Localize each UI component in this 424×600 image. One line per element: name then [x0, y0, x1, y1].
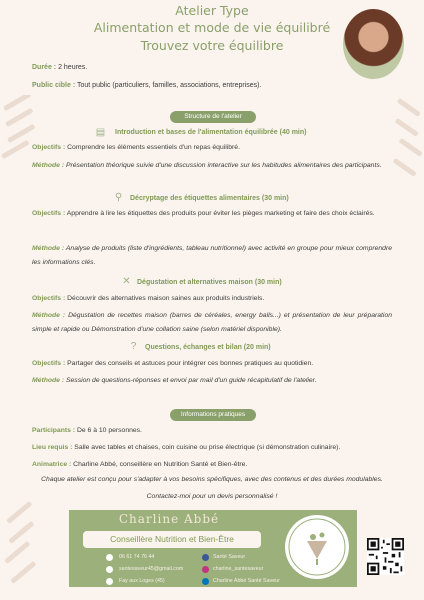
magnifier-icon: ⚲ — [114, 192, 123, 203]
animatrice-text: Charline Abbé, conseillère en Nutrition Santé et Bien-être. — [71, 461, 248, 468]
methode-text: Session de questions-réponses et envoi par mail d'un guide récapitulatif de l'atelier. — [64, 377, 317, 384]
lieu-label: Lieu requis : — [32, 444, 73, 451]
duree-line — [32, 63, 87, 72]
section-title: Dégustation et alternatives maison (30 min) — [137, 279, 282, 286]
card-subtitle: Conseillère Nutrition et Bien-Être — [83, 531, 261, 548]
section-methode — [32, 159, 392, 173]
business-card — [69, 510, 357, 587]
objectifs-label: Objectifs : — [32, 360, 66, 367]
infos-pill: Informations pratiques — [170, 409, 256, 421]
page-title: Atelier Type — [175, 3, 249, 18]
section-objectifs — [32, 357, 392, 371]
methode-label: Méthode : — [32, 377, 65, 384]
objectifs-label: Objectifs : — [32, 210, 66, 217]
lieu-line — [32, 441, 392, 455]
section-methode — [32, 309, 392, 337]
page-tagline: Trouvez votre équilibre — [140, 38, 284, 53]
profile-photo — [343, 9, 404, 79]
contact-note: Contactez-moi pour un devis personnalisé ! — [146, 493, 278, 500]
methode-text: Analyse de produits (liste d'ingrédients, tableau nutritionnel) avec activité en groupe pour mieux comprendre les informations clés. — [32, 245, 392, 266]
cutlery-icon: ✕ — [122, 276, 131, 287]
methode-label: Méthode : — [32, 245, 65, 252]
section-methode — [32, 374, 392, 388]
objectifs-text: Découvrir des alternatives maison saines aux produits industriels. — [65, 295, 265, 302]
card-email[interactable]: santesaveur45@gmail.com — [119, 566, 184, 572]
section-objectifs — [32, 141, 392, 155]
decor-strokes-bottom-left — [0, 500, 45, 600]
public-label: Public cible : — [32, 82, 76, 89]
animatrice-line — [32, 458, 392, 472]
adaptable-note: Chaque atelier est conçu pour s'adapter à vos besoins spécifiques, avec des contenus et des durées modulables. — [41, 476, 383, 483]
card-phone[interactable]: 06 61 74 76 44 — [119, 554, 155, 560]
logo-graphic — [285, 515, 349, 579]
objectifs-text: Comprendre les éléments essentiels d'un repas équilibré. — [65, 144, 240, 151]
public-value: Tout public (particuliers, familles, associations, entreprises). — [75, 82, 262, 89]
methode-text: Dégustation de recettes maison (barres de céréales, energy balls...) et présentation de leur préparation simple et rapide ou Démonstration d'une collation saine (selon matériel disponible). — [32, 312, 393, 333]
email-icon — [106, 566, 113, 573]
section-title: Décryptage des étiquettes alimentaires (30 min) — [130, 195, 289, 202]
methode-label: Méthode : — [32, 312, 66, 319]
duree-label: Durée : — [32, 64, 57, 71]
question-icon: ? — [130, 341, 137, 352]
linkedin-icon — [202, 578, 209, 585]
location-icon — [106, 578, 113, 585]
card-name: Charline Abbé — [118, 512, 220, 526]
book-icon: ▤ — [95, 127, 106, 138]
facebook-icon — [202, 554, 209, 561]
objectifs-text: Partager des conseils et astuces pour intégrer ces bonnes pratiques au quotidien. — [65, 360, 314, 367]
card-facebook[interactable]: Santé Saveur — [213, 554, 246, 560]
section-title: Introduction et bases de l'alimentation équilibrée (40 min) — [115, 129, 307, 136]
participants-text: De 6 à 10 personnes. — [75, 427, 142, 434]
objectifs-label: Objectifs : — [32, 295, 66, 302]
sante-saveur-logo — [285, 515, 349, 579]
phone-icon — [106, 554, 113, 561]
card-linkedin[interactable]: Charline Abbé Santé Saveur — [213, 578, 280, 584]
animatrice-label: Animatrice : — [32, 461, 72, 468]
card-address: Fay aux Loges (45) — [119, 578, 165, 584]
page-subtitle: Alimentation et mode de vie équilibré — [93, 20, 331, 35]
section-methode — [32, 242, 392, 270]
decor-strokes-right — [392, 95, 424, 205]
section-objectifs — [32, 207, 392, 221]
duree-value: 2 heures. — [56, 64, 88, 71]
participants-line — [32, 424, 392, 438]
section-title: Questions, échanges et bilan (20 min) — [145, 344, 271, 351]
instagram-icon — [202, 566, 209, 573]
card-instagram[interactable]: charline_santesaveur — [213, 566, 264, 572]
methode-label: Méthode : — [32, 162, 65, 169]
objectifs-label: Objectifs : — [32, 144, 66, 151]
participants-label: Participants : — [32, 427, 76, 434]
section-objectifs — [32, 292, 392, 306]
lieu-text: Salle avec tables et chaises, coin cuisine ou prise électrique (si démonstration culinaire). — [72, 444, 341, 451]
methode-text: Présentation théorique suivie d'une discussion interactive sur les habitudes alimentaires des participants. — [64, 162, 382, 169]
qr-code[interactable] — [367, 538, 404, 575]
objectifs-text: Apprendre à lire les étiquettes des produits pour éviter les pièges marketing et faire des choix éclairés. — [65, 210, 375, 217]
public-line — [32, 81, 261, 90]
structure-pill: Structure de l'atelier — [170, 111, 256, 123]
